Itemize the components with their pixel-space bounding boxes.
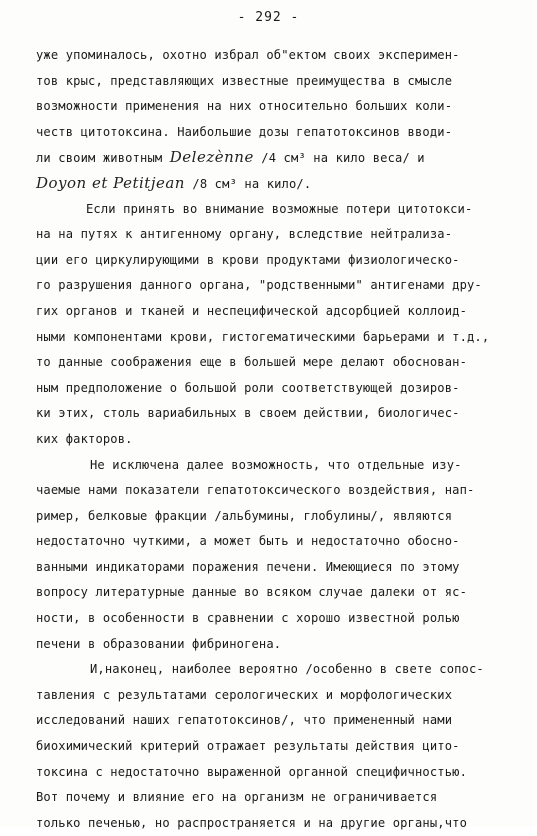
- text-line: ции его циркулирующими в крови продуктами физиологическо-: [36, 252, 460, 267]
- text-line: недостаточно чуткими, а может быть и недостаточно обосно-: [36, 534, 460, 549]
- text-line: [36, 145, 506, 171]
- text-line: Вот почему и влияние его на организм не ограничивается: [36, 790, 438, 805]
- text-line: Не исключена далее возможность, что отдельные изу-: [90, 457, 462, 472]
- text-line: честв цитотоксина. Наибольшие дозы гепатотоксинов вводи-: [36, 124, 453, 139]
- text-line: ванными индикаторами поражения печени. Имеющиеся по этому: [36, 559, 460, 574]
- typed-text: ли своим животным: [36, 151, 170, 166]
- text-line: ными компонентами крови, гистогематическими барьерами и т.д.,: [36, 329, 490, 344]
- body-text: [36, 43, 506, 836]
- text-line: ких факторов.: [36, 431, 133, 446]
- text-line: И,наконец, наиболее вероятно /особенно в свете сопос-: [90, 662, 484, 677]
- text-line: уже упоминалось, охотно избрал об"ектом своих эксперимен-: [36, 48, 460, 62]
- text-line: печени в образовании фибриногена.: [36, 636, 282, 651]
- text-line: то данные соображения еще в большей мере делают обоснован-: [36, 355, 468, 370]
- text-line: биохимический критерий отражает результаты действия цито-: [36, 739, 460, 754]
- page-number: - 292 -: [237, 10, 300, 25]
- text-line: ности, в особенности в сравнении с хорошо известной ролью: [36, 611, 460, 626]
- text-line: чаемые нами показатели гепатотоксического воздействия, нап-: [36, 483, 475, 498]
- text-line: тов крыс, представляющих известные преимущества в смысле: [36, 73, 453, 88]
- typed-text: /4 см³ на кило веса/ и: [253, 151, 425, 166]
- text-line: на на путях к антигенному органу, вследствие нейтрализа-: [36, 227, 453, 242]
- text-line: ным предположение о большой роли соответствующей дозиров-: [36, 380, 460, 395]
- text-line: гих органов и тканей и неспецифической адсорбцией коллоид-: [36, 303, 468, 318]
- text-line: ример, белковые фракции /альбумины, глобулины/, являются: [36, 508, 453, 523]
- text-line: тавления с результатами серологических и морфологических: [36, 687, 453, 702]
- text-line: только печенью, но распространяется и на другие органы,что: [36, 815, 468, 830]
- text-line: [36, 171, 506, 197]
- typed-text: /8 см³ на кило/.: [184, 176, 312, 191]
- handwritten-name: Doyon et Petitjean: [36, 173, 185, 192]
- text-line: ки этих, столь вариабильных в своем действии, биологичес-: [36, 406, 460, 421]
- text-line: исследований наших гепатотоксинов/, что примененный нами: [36, 713, 453, 728]
- text-line: Если принять во внимание возможные потери цитотокси-: [86, 201, 473, 216]
- handwritten-name: Delezènne: [169, 148, 254, 167]
- text-line: го разрушения данного органа, "родственными" антигенами дру-: [36, 278, 482, 293]
- text-line: возможности применения на них относительно больших коли-: [36, 99, 453, 114]
- text-line: токсина с недостаточно выраженной органной специфичностью.: [36, 764, 468, 779]
- text-line: вопросу литературные данные во всяком случае далеки от яс-: [36, 585, 468, 600]
